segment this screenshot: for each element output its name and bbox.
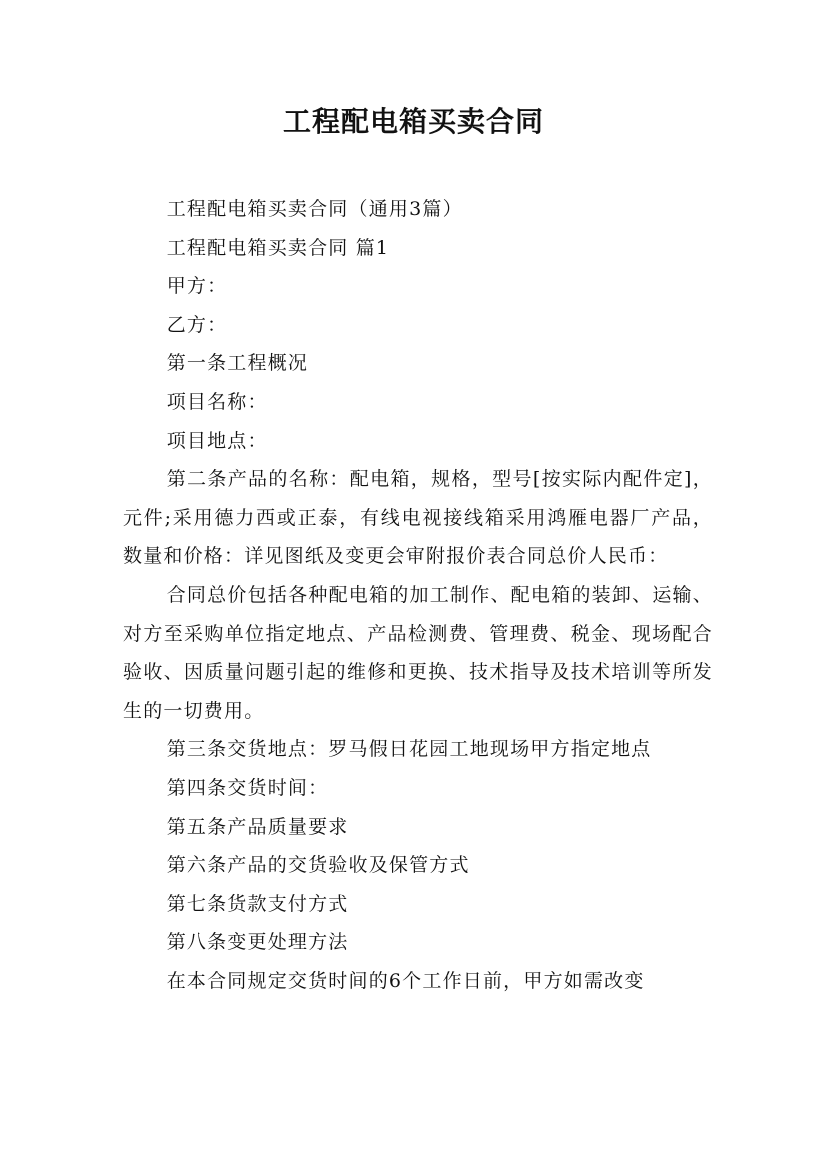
- paragraph-article-3: 第三条交货地点：罗马假日花园工地现场甲方指定地点: [166, 738, 652, 761]
- paragraph-heading-part-1: 工程配电箱买卖合同 篇1: [166, 236, 390, 259]
- document-body: [123, 190, 713, 1000]
- paragraph-article-7: 第七条货款支付方式: [166, 892, 349, 915]
- document-title: 工程配电箱买卖合同: [282, 105, 544, 138]
- paragraph-total-price-scope: 合同总价包括各种配电箱的加工制作、配电箱的装卸、运输、对方至采购单位指定地点、产品检测费、管理费、税金、现场配合验收、因质量问题引起的维修和更换、技术指导及技术培训等所发生的一切费用。: [123, 583, 713, 722]
- paragraph-project-location: 项目地点：: [166, 429, 268, 452]
- paragraph-article-4: 第四条交货时间：: [166, 776, 329, 799]
- paragraph-article-1: 第一条工程概况: [166, 352, 309, 375]
- paragraph-project-name: 项目名称：: [166, 390, 268, 413]
- paragraph-party-b: 乙方：: [166, 313, 228, 336]
- paragraph-article-6: 第六条产品的交货验收及保管方式: [166, 854, 470, 877]
- paragraph-article-8: 第八条变更处理方法: [166, 931, 349, 954]
- paragraph-party-a: 甲方：: [166, 275, 228, 298]
- paragraph-change-clause: 在本合同规定交货时间的6个工作日前，甲方如需改变: [166, 969, 645, 992]
- paragraph-heading-collection: 工程配电箱买卖合同（通用3篇）: [166, 198, 463, 220]
- paragraph-article-2: 第二条产品的名称：配电箱，规格，型号[按实际内配件定]，元件;采用德力西或正泰，有线电视接线箱采用鸿雁电器厂产品，数量和价格：详见图纸及变更会审附报价表合同总价人民币：: [123, 468, 713, 568]
- paragraph-article-5: 第五条产品质量要求: [166, 815, 349, 838]
